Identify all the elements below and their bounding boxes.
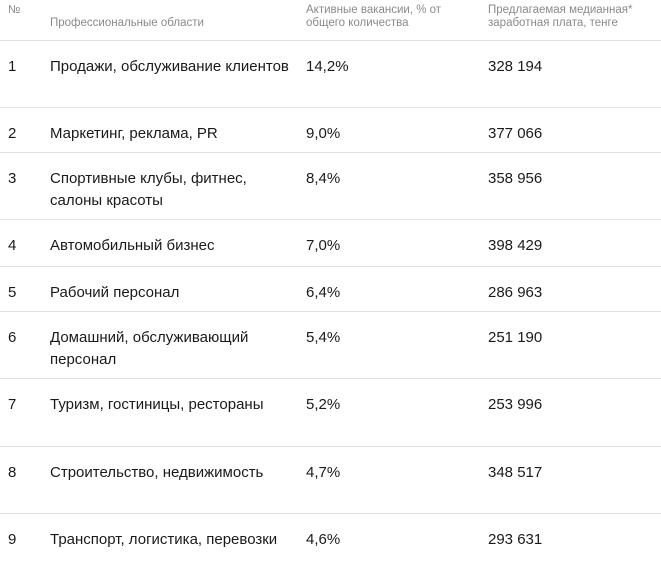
row-vacancies-share: 7,0%	[306, 237, 341, 254]
row-median-salary: 358 956	[488, 170, 543, 187]
header-professional-area: Профессиональные области	[50, 17, 204, 29]
table-header	[0, 0, 661, 41]
row-number: 5	[8, 284, 17, 301]
row-median-salary: 398 429	[488, 237, 543, 254]
header-active-vacancies-share: Активные вакансии, % от общего количества	[306, 4, 442, 29]
row-vacancies-share: 4,7%	[306, 464, 341, 481]
row-professional-area: Транспорт, логистика, перевозки	[50, 531, 278, 548]
row-professional-area: Маркетинг, реклама, PR	[50, 125, 218, 142]
table-row	[0, 447, 661, 514]
row-vacancies-share: 5,2%	[306, 396, 341, 413]
row-vacancies-share: 14,2%	[306, 58, 349, 75]
row-vacancies-share: 5,4%	[306, 329, 341, 346]
table-row	[0, 153, 661, 220]
row-median-salary: 348 517	[488, 464, 543, 481]
row-median-salary: 251 190	[488, 329, 543, 346]
row-professional-area: Рабочий персонал	[50, 284, 180, 301]
row-vacancies-share: 9,0%	[306, 125, 341, 142]
table-row	[0, 108, 661, 153]
row-professional-area: Домашний, обслуживающий персонал	[50, 329, 249, 368]
row-professional-area: Туризм, гостиницы, рестораны	[50, 396, 264, 413]
row-vacancies-share: 6,4%	[306, 284, 341, 301]
header-number: №	[8, 4, 21, 16]
table-row	[0, 379, 661, 447]
table-row	[0, 41, 661, 108]
header-median-salary: Предлагаемая медианная* заработная плата, тенге	[488, 4, 633, 29]
row-number: 3	[8, 170, 17, 187]
row-number: 6	[8, 329, 17, 346]
row-number: 9	[8, 531, 17, 548]
row-number: 4	[8, 237, 17, 254]
row-vacancies-share: 4,6%	[306, 531, 341, 548]
row-number: 2	[8, 125, 17, 142]
row-professional-area: Продажи, обслуживание клиентов	[50, 58, 289, 75]
row-vacancies-share: 8,4%	[306, 170, 341, 187]
row-number: 7	[8, 396, 17, 413]
table-row	[0, 220, 661, 267]
row-number: 8	[8, 464, 17, 481]
row-median-salary: 253 996	[488, 396, 543, 413]
row-professional-area: Строительство, недвижимость	[50, 464, 264, 481]
row-median-salary: 377 066	[488, 125, 543, 142]
table-row	[0, 312, 661, 379]
table-row	[0, 514, 661, 580]
row-median-salary: 293 631	[488, 531, 543, 548]
row-median-salary: 286 963	[488, 284, 543, 301]
row-professional-area: Автомобильный бизнес	[50, 237, 215, 254]
row-professional-area: Спортивные клубы, фитнес, салоны красоты	[50, 170, 247, 209]
row-number: 1	[8, 58, 17, 75]
row-median-salary: 328 194	[488, 58, 543, 75]
table-row	[0, 267, 661, 312]
